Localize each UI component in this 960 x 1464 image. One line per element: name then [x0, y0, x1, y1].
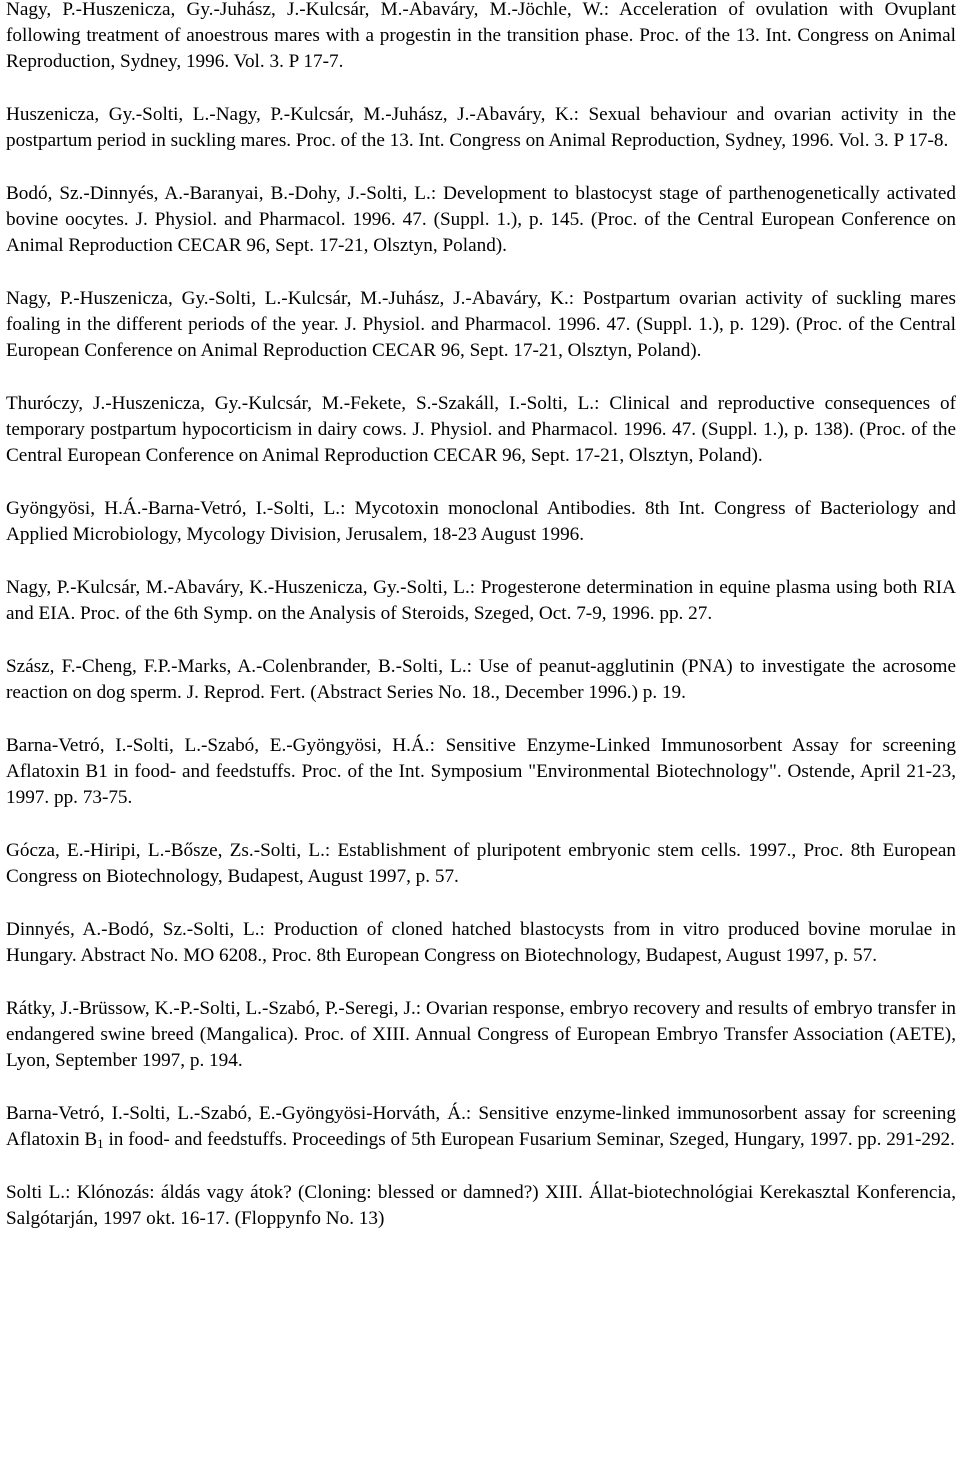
reference-entry: Gócza, E.-Hiripi, L.-Bősze, Zs.-Solti, L.: Establishment of pluripotent embryonic stem cells. 1997., Proc. 8th European Congress on Biotechnology, Budapest, August 1997, p. 57.: [6, 840, 956, 887]
reference-text-part: in food- and feedstuffs. Proceedings of 5th European Fusarium Seminar, Szeged, Hungary, 1997. pp. 291-292.: [103, 1129, 955, 1150]
reference-entry: Rátky, J.-Brüssow, K.-P.-Solti, L.-Szabó, P.-Seregi, J.: Ovarian response, embryo recovery and results of embryo transfer in endangered swine breed (Mangalica). Proc. of XIII. Annual Congress of European Embryo Transfer Association (AETE), Lyon, September 1997, p. 194.: [6, 998, 956, 1071]
reference-entry: Nagy, P.-Kulcsár, M.-Abaváry, K.-Huszenicza, Gy.-Solti, L.: Progesterone determination in equine plasma using both RIA and EIA. Proc. of the 6th Symp. on the Analysis of Steroids, Szeged, Oct. 7-9, 1996. pp. 27.: [6, 577, 956, 624]
reference-entry: Huszenicza, Gy.-Solti, L.-Nagy, P.-Kulcsár, M.-Juhász, J.-Abaváry, K.: Sexual behaviour and ovarian activity in the postpartum period in suckling mares. Proc. of the 13. Int. Congress on Animal Reproduction, Sydney, 1996. Vol. 3. P 17-8.: [6, 104, 956, 151]
reference-entry: Gyöngyösi, H.Á.-Barna-Vetró, I.-Solti, L.: Mycotoxin monoclonal Antibodies. 8th Int. Congress of Bacteriology and Applied Microbiology, Mycology Division, Jerusalem, 18-23 August 1996.: [6, 498, 956, 545]
subscript: 1: [97, 1136, 104, 1151]
reference-entry: Nagy, P.-Huszenicza, Gy.-Solti, L.-Kulcsár, M.-Juhász, J.-Abaváry, K.: Postpartum ovarian activity of suckling mares foaling in the different periods of the year. J. Physiol. and Pharmacol. 1996. 47. (Suppl. 1.), p. 129). (Proc. of the Central European Conference on Animal Reproduction CECAR 96, Sept. 17-21, Olsztyn, Poland).: [6, 288, 956, 361]
reference-entry: Nagy, P.-Huszenicza, Gy.-Juhász, J.-Kulcsár, M.-Abaváry, M.-Jöchle, W.: Acceleration of ovulation with Ovuplant following treatment of anoestrous mares with a progestin in the transition phase. Proc. of the 13. Int. Congress on Animal Reproduction, Sydney, 1996. Vol. 3. P 17-7.: [6, 0, 956, 72]
reference-entry: Szász, F.-Cheng, F.P.-Marks, A.-Colenbrander, B.-Solti, L.: Use of peanut-agglutinin (PNA) to investigate the acrosome reaction on dog sperm. J. Reprod. Fert. (Abstract Series No. 18., December 1996.) p. 19.: [6, 656, 956, 703]
reference-entry: [6, 1101, 956, 1153]
reference-entry: Bodó, Sz.-Dinnyés, A.-Baranyai, B.-Dohy, J.-Solti, L.: Development to blastocyst stage of parthenogenetically activated bovine oocytes. J. Physiol. and Pharmacol. 1996. 47. (Suppl. 1.), p. 145. (Proc. of the Central European Conference on Animal Reproduction CECAR 96, Sept. 17-21, Olsztyn, Poland).: [6, 183, 956, 256]
reference-entry: Thuróczy, J.-Huszenicza, Gy.-Kulcsár, M.-Fekete, S.-Szakáll, I.-Solti, L.: Clinical and reproductive consequences of temporary postpartum hypocorticism in dairy cows. J. Physiol. and Pharmacol. 1996. 47. (Suppl. 1.), p. 138). (Proc. of the Central European Conference on Animal Reproduction CECAR 96, Sept. 17-21, Olsztyn, Poland).: [6, 393, 956, 466]
reference-text-part: Barna-Vetró, I.-Solti, L.-Szabó, E.-Gyöngyösi-Horváth, Á.: Sensitive enzyme-linked immunosorbent assay for screening Aflatoxin B: [6, 1103, 956, 1150]
reference-entry: Dinnyés, A.-Bodó, Sz.-Solti, L.: Production of cloned hatched blastocysts from in vitro produced bovine morulae in Hungary. Abstract No. MO 6208., Proc. 8th European Congress on Biotechnology, Budapest, August 1997, p. 57.: [6, 919, 956, 966]
reference-list: [6, 0, 956, 1259]
reference-entry: Solti L.: Klónozás: áldás vagy átok? (Cloning: blessed or damned?) XIII. Állat-biotechnológiai Kerekasztal Konferencia, Salgótarján, 1997 okt. 16-17. (Floppynfo No. 13): [6, 1182, 956, 1229]
reference-entry: Barna-Vetró, I.-Solti, L.-Szabó, E.-Gyöngyösi, H.Á.: Sensitive Enzyme-Linked Immunosorbent Assay for screening Aflatoxin B1 in food- and feedstuffs. Proc. of the Int. Symposium "Environmental Biotechnology". Ostende, April 21-23, 1997. pp. 73-75.: [6, 735, 956, 808]
